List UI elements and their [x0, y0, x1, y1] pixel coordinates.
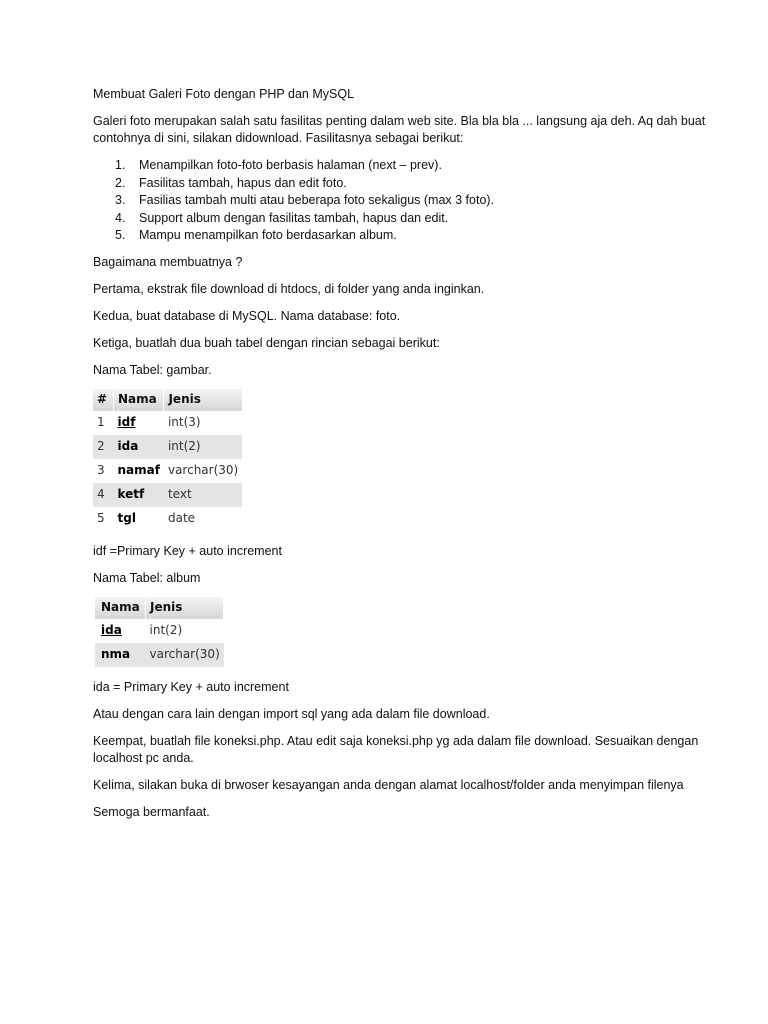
field-name: namaf [117, 463, 160, 477]
document-page [93, 86, 713, 831]
how-question: Bagaimana membuatnya ? [93, 254, 243, 269]
row-number: 3 [97, 463, 105, 477]
row-number: 5 [97, 511, 105, 525]
column-header-number: # [93, 389, 114, 411]
table-header-row [93, 389, 242, 411]
table-row [93, 411, 242, 435]
step-fifth: Kelima, silakan buka di brwoser kesayangan anda dengan alamat localhost/folder anda menyimpan filenya [93, 777, 684, 792]
step-second: Kedua, buat database di MySQL. Nama database: foto. [93, 308, 401, 323]
field-type: int(2) [149, 623, 183, 637]
field-type: int(2) [164, 435, 242, 459]
list-item [93, 227, 713, 245]
step-fourth: Keempat, buatlah file koneksi.php. Atau edit saja koneksi.php yg ada dalam file download. Sesuaikan dengan localhost pc anda. [93, 733, 699, 765]
closing-text: Semoga bermanfaat. [93, 804, 210, 819]
row-number: 4 [93, 483, 114, 507]
list-item [93, 175, 713, 193]
feature-list [93, 157, 713, 245]
field-name: nma [95, 643, 146, 667]
field-name: ida [101, 623, 122, 637]
table-row [93, 483, 242, 507]
table-row [95, 619, 224, 643]
field-name: idf [117, 415, 136, 429]
table-album [95, 597, 224, 667]
table-header-row [95, 597, 224, 619]
list-item-text: Menampilkan foto-foto berbasis halaman (next – prev). [139, 158, 442, 172]
table-row [95, 643, 224, 667]
list-item [93, 192, 713, 210]
column-header-type: Jenis [146, 597, 224, 619]
list-item-text: Support album dengan fasilitas tambah, hapus dan edit. [139, 210, 449, 225]
table-row [93, 459, 242, 483]
list-item [93, 210, 713, 228]
step-third: Ketiga, buatlah dua buah tabel dengan rincian sebagai berikut: [93, 335, 440, 350]
table-row [93, 435, 242, 459]
table-row [93, 507, 242, 531]
list-item [93, 157, 713, 175]
list-item-number: 3. [115, 193, 126, 207]
row-number: 1 [97, 415, 105, 429]
table-gambar [93, 389, 243, 531]
intro-paragraph: Galeri foto merupakan salah satu fasilitas penting dalam web site. Bla bla bla ... langsung aja deh. Aq dah buat contohnya di sini, silakan didownload. Fasilitasnya sebagai berikut: [93, 114, 706, 145]
list-item-text: Mampu menampilkan foto berdasarkan album. [139, 228, 397, 242]
table-album-caption: Nama Tabel: album [93, 570, 201, 585]
list-item-number: 1. [115, 158, 126, 172]
document-title: Membuat Galeri Foto dengan PHP dan MySQL [93, 87, 355, 101]
table-gambar-caption: Nama Tabel: gambar. [93, 362, 212, 377]
field-name: ketf [114, 483, 164, 507]
table-album-note: ida = Primary Key + auto increment [93, 679, 289, 694]
field-name: ida [114, 435, 164, 459]
column-header-name: Nama [114, 389, 164, 411]
field-type: int(3) [167, 415, 201, 429]
field-type: date [167, 511, 196, 525]
list-item-text: Fasilias tambah multi atau beberapa foto sekaligus (max 3 foto). [139, 193, 495, 207]
step-first: Pertama, ekstrak file download di htdocs, di folder yang anda inginkan. [93, 281, 485, 296]
list-item-number: 2. [115, 175, 126, 190]
column-header-type: Jenis [164, 389, 242, 411]
row-number: 2 [93, 435, 114, 459]
field-name: tgl [117, 511, 136, 525]
list-item-text: Fasilitas tambah, hapus dan edit foto. [139, 175, 347, 190]
table-gambar-note: idf =Primary Key + auto increment [93, 543, 282, 558]
field-type: varchar(30) [167, 463, 239, 477]
field-type: varchar(30) [146, 643, 224, 667]
list-item-number: 4. [115, 210, 126, 225]
column-header-name: Nama [95, 597, 146, 619]
alt-import-paragraph: Atau dengan cara lain dengan import sql yang ada dalam file download. [93, 706, 490, 721]
list-item-number: 5. [115, 228, 126, 242]
field-type: text [164, 483, 242, 507]
